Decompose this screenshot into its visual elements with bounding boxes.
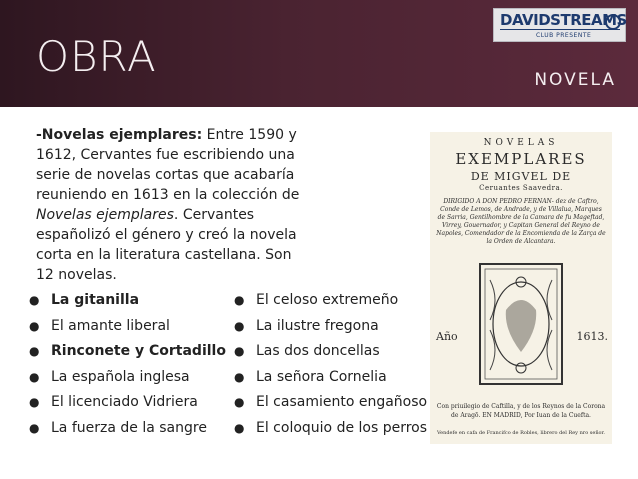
bullet-icon: ● <box>29 420 40 435</box>
intro-text-2: . Cervantes españolizó el género y creó la novela corta en la literatura castellana. Son 12 novelas. <box>36 207 297 283</box>
bullet-icon: ● <box>29 395 40 410</box>
cover-line-author: DE MIGVEL DE <box>470 170 572 183</box>
list-item <box>29 316 226 342</box>
cover-engraving-emblem <box>476 260 566 388</box>
cover-year-label: Año <box>436 330 458 343</box>
logo-emblem-icon <box>605 14 621 30</box>
novel-title: El licenciado Vidriera <box>51 394 198 411</box>
cover-seller: Vendefe en cafa de Francifco de Robles, librero del Rey nro señor. <box>437 430 605 436</box>
intro-paragraph <box>36 125 308 285</box>
cover-line-exemplares: EXEMPLARES <box>455 150 587 168</box>
cover-line-surname: Ceruantes Saavedra. <box>479 184 563 192</box>
novels-list-right <box>234 290 427 444</box>
list-item <box>234 290 427 316</box>
list-item <box>234 341 427 367</box>
intro-italic-title: Novelas ejemplares <box>36 207 174 223</box>
novel-title: El amante liberal <box>51 317 170 334</box>
bullet-icon: ● <box>234 420 245 435</box>
novel-title: La ilustre fregona <box>256 317 379 334</box>
bullet-icon: ● <box>29 318 40 333</box>
bullet-icon: ● <box>29 369 40 384</box>
logo-divider <box>500 29 620 30</box>
list-item <box>29 341 226 367</box>
cover-line-novelas: NOVELAS <box>483 138 559 148</box>
novel-title: El celoso extremeño <box>256 292 399 308</box>
intro-text-1: Entre 1590 y 1612, Cervantes fue escribiendo una serie de novelas cortas que acabaría reuniendo en 1613 en la colección de <box>36 127 300 203</box>
bullet-icon: ● <box>234 344 245 359</box>
novel-title: La española inglesa <box>51 368 190 385</box>
book-cover-image <box>430 132 612 444</box>
logo-subtext: CLUB PRESENTE <box>536 32 592 39</box>
bullet-icon: ● <box>234 369 245 384</box>
novel-title: El coloquio de los perros <box>256 419 428 436</box>
list-item <box>29 418 226 444</box>
novel-title: La señora Cornelia <box>256 368 387 385</box>
davidstreams-logo <box>493 8 626 42</box>
list-item <box>29 290 226 316</box>
novel-title: La gitanilla <box>51 292 140 308</box>
list-item <box>29 392 226 418</box>
bullet-icon: ● <box>234 318 245 333</box>
cover-dedication: DIRIGIDO A DON PEDRO FERNAN- dez de Caftro, Conde de Lemos, de Andrade, y de Villalua, Marques de Sarria, Gentilhombre de la Camara de fu Mageftad, Virrey, Gouernador, y Capitan General del Reyno de Napoles, Comendador de la Encomienda de la Zarça de la Orden de Alcantara. <box>436 198 606 245</box>
novel-title: La fuerza de la sangre <box>51 419 207 436</box>
slide-title: OBRA <box>36 32 157 81</box>
logo-text: DAVIDSTREAMS <box>500 11 627 29</box>
list-item <box>234 392 427 418</box>
bullet-icon: ● <box>234 395 245 410</box>
cover-year-value: 1613. <box>576 330 608 343</box>
bullet-icon: ● <box>29 344 40 359</box>
list-item <box>234 367 427 393</box>
novel-title: El casamiento engañoso <box>256 394 428 411</box>
novels-list-left <box>29 290 226 444</box>
list-item <box>29 367 226 393</box>
bullet-icon: ● <box>29 293 40 307</box>
list-item <box>234 316 427 342</box>
slide-subtitle: NOVELA <box>534 70 616 90</box>
cover-imprint: Con priuilegio de Caftilla, y de los Reynos de la Corona de Aragõ. EN MADRID, Por Iuan de la Cuefta. <box>436 403 606 419</box>
list-item <box>234 418 427 444</box>
intro-lead: -Novelas ejemplares: <box>36 127 203 143</box>
novel-title: Rinconete y Cortadillo <box>51 343 226 360</box>
header-banner <box>0 0 638 107</box>
bullet-icon: ● <box>234 293 245 307</box>
novel-title: Las dos doncellas <box>256 343 380 360</box>
